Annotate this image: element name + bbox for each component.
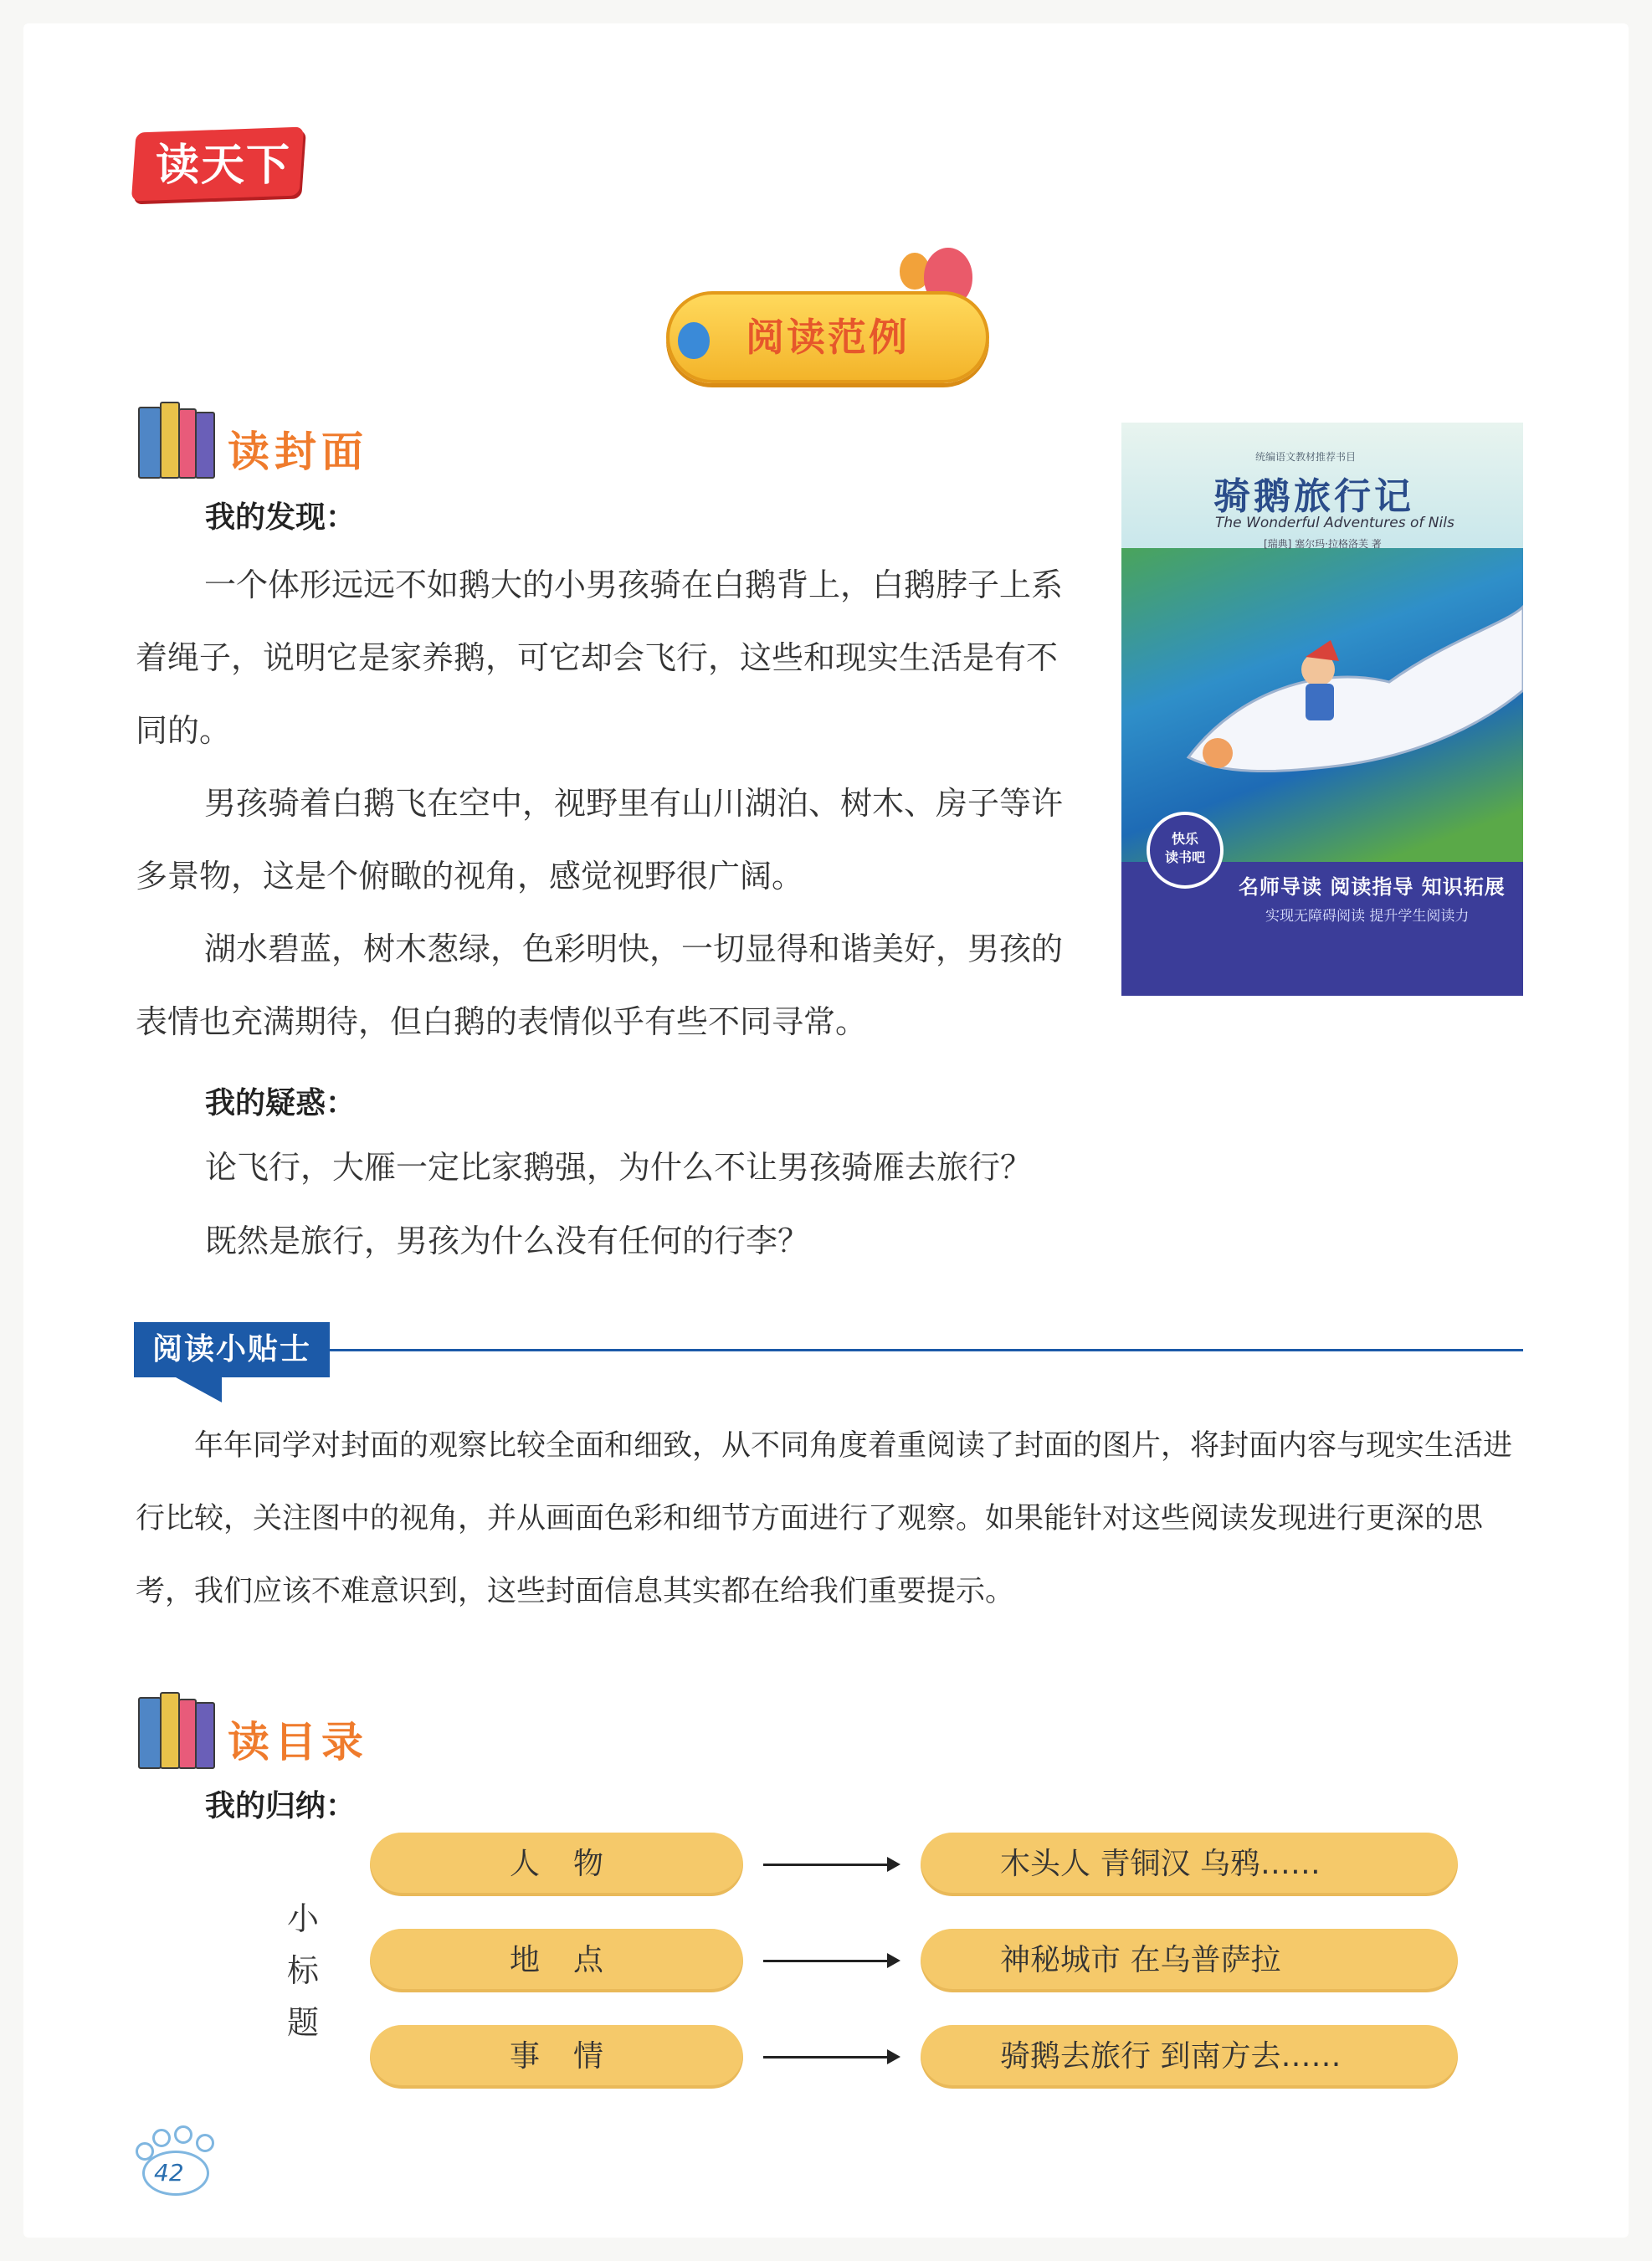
arrow	[763, 1960, 889, 1962]
page-number: 42	[154, 2159, 184, 2187]
arrow-head-icon	[887, 1953, 900, 1968]
side-label	[286, 1893, 320, 2048]
goose-illustration	[1172, 590, 1523, 782]
tip-tag-tail	[176, 1377, 222, 1402]
summary-label: 我的归纳：	[205, 1789, 357, 1823]
books-icon	[138, 402, 222, 479]
cover-badge	[1147, 812, 1224, 889]
items-pill: 木头人 青铜汉 乌鸦……	[921, 1833, 1458, 1896]
side-label-char: 题	[286, 2004, 319, 2041]
header-tag: 读天下	[155, 141, 291, 191]
cover-tagline: 名师导读 阅读指导 知识拓展	[1239, 875, 1506, 899]
arrow	[763, 2056, 889, 2058]
discovery-label: 我的发现：	[205, 500, 357, 535]
category-pill: 事情	[370, 2025, 743, 2089]
items-pill: 神秘城市 在乌普萨拉	[921, 1929, 1458, 1992]
section-banner-title: 阅读范例	[746, 315, 910, 360]
cover-series: 统编语文教材推荐书目	[1255, 451, 1357, 463]
section-title-toc: 读目录	[228, 1718, 368, 1766]
arrow	[763, 1864, 889, 1866]
category-pill: 人物	[370, 1833, 743, 1896]
badge-line: 读书吧	[1164, 849, 1205, 865]
books-icon	[138, 1692, 222, 1769]
tip-divider	[330, 1349, 1523, 1351]
question: 既然是旅行，男孩为什么没有任何的行李？	[205, 1223, 810, 1259]
book-cover-image	[1121, 423, 1523, 996]
arrow-head-icon	[887, 1857, 900, 1872]
side-label-char: 标	[286, 1952, 319, 1989]
cover-title: 骑鹅旅行记	[1213, 475, 1414, 518]
side-label-char: 小	[286, 1900, 319, 1937]
cover-subline: 实现无障碍阅读 提升学生阅读力	[1265, 908, 1470, 925]
question: 论飞行，大雁一定比家鹅强，为什么不让男孩骑雁去旅行？	[205, 1149, 1033, 1186]
paragraph: 湖水碧蓝，树木葱绿，色彩明快，一切显得和谐美好，男孩的表情也充满期待，但白鹅的表情似乎有些不同寻常。	[136, 931, 1064, 1040]
category-pill: 地点	[370, 1929, 743, 1992]
cover-english-title: The Wonderful Adventures of Nils	[1215, 515, 1454, 531]
tip-title: 阅读小贴士	[151, 1332, 311, 1366]
badge-line: 快乐	[1171, 831, 1198, 847]
tip-text: 年年同学对封面的观察比较全面和细致，从不同角度着重阅读了封面的图片，将封面内容与现实生活进行比较，关注图中的视角，并从画面色彩和细节方面进行了观察。如果能针对这些阅读发现进行更深的思考，我们应该不难意识到，这些封面信息其实都在给我们重要提示。	[136, 1429, 1513, 1608]
arrow-head-icon	[887, 2049, 900, 2064]
section-title-cover: 读封面	[228, 428, 368, 476]
cover-author: [瑞典] 塞尔玛·拉格洛芙 著	[1264, 538, 1382, 550]
paragraph: 男孩骑着白鹅飞在空中，视野里有山川湖泊、树木、房子等许多景物，这是个俯瞰的视角，感觉视野很广阔。	[136, 785, 1064, 895]
discovery-paragraphs	[136, 549, 1081, 1059]
items-pill: 骑鹅去旅行 到南方去……	[921, 2025, 1458, 2089]
paragraph: 一个体形远远不如鹅大的小男孩骑在白鹅背上，白鹅脖子上系着绳子，说明它是家养鹅，可它却会飞行，这些和现实生活是有不同的。	[136, 567, 1064, 749]
question-label: 我的疑惑：	[205, 1086, 357, 1120]
